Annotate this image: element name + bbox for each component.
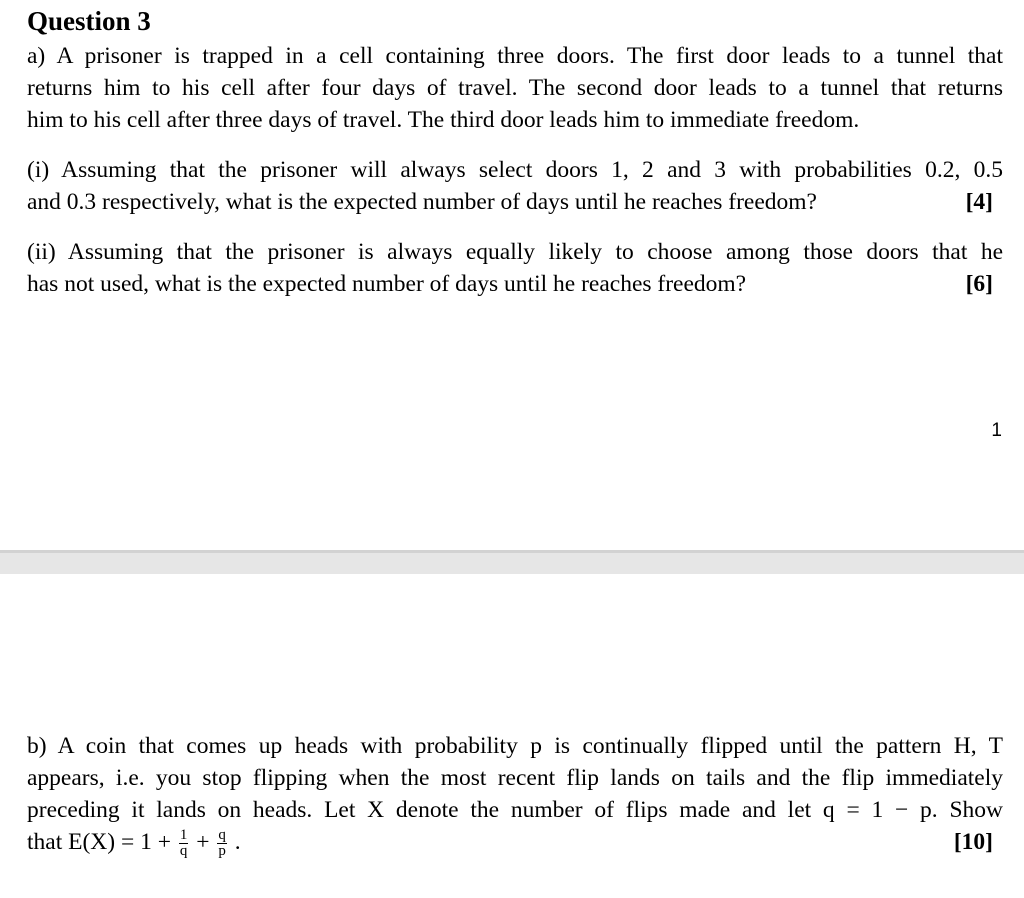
sub-i-line-2-text: and 0.3 respectively, what is the expected number of days until he reaches freedom? <box>27 189 817 215</box>
sub-i-line-2 <box>27 186 1003 218</box>
part-b <box>27 730 1003 859</box>
part-a-subquestion-ii <box>27 236 1003 300</box>
part-a-line-2: returns him to his cell after four days of travel. The second door leads to a tunnel that returns <box>27 75 1003 101</box>
part-b-line-1: b) A coin that comes up heads with probability p is continually flipped until the pattern H, T <box>27 733 1003 759</box>
part-a-line-3: him to his cell after three days of travel. The third door leads him to immediate freedom. <box>27 107 860 133</box>
formula-plus: + <box>196 829 210 855</box>
fraction-2-numerator: q <box>218 827 226 844</box>
part-a-intro <box>27 40 1003 136</box>
part-b-line-3: preceding it lands on heads. Let X denote the number of flips made and let q = 1 − p. Show <box>27 797 1003 823</box>
sub-ii-marks: [6] <box>965 271 993 297</box>
part-a-subquestion-i <box>27 154 1003 218</box>
sub-ii-line-2 <box>27 268 1003 300</box>
sub-i-marks: [4] <box>965 189 993 215</box>
formula-suffix: . <box>234 829 241 855</box>
sub-ii-line-2-text: has not used, what is the expected number of days until he reaches freedom? <box>27 271 747 297</box>
page-number: 1 <box>991 420 1002 441</box>
question-title: Question 3 <box>27 6 151 36</box>
sub-i-line-1: (i) Assuming that the prisoner will always select doors 1, 2 and 3 with probabilities 0.2, 0.5 <box>27 157 1003 183</box>
fraction-1-denominator: q <box>179 843 188 860</box>
fraction-1-numerator: 1 <box>179 827 188 844</box>
sub-ii-line-1: (ii) Assuming that the prisoner is always equally likely to choose among those doors that he <box>27 239 1003 265</box>
part-b-formula <box>27 826 241 859</box>
part-b-line-2: appears, i.e. you stop flipping when the most recent flip lands on tails and the flip immediately <box>27 765 1003 791</box>
part-b-marks: [10] <box>953 829 993 855</box>
fraction-one-over-q <box>179 828 189 859</box>
fraction-q-over-p <box>217 828 227 859</box>
page-break <box>0 550 1024 574</box>
document-page-2 <box>0 574 1024 898</box>
fraction-2-denominator: p <box>218 843 226 860</box>
part-a-line-1: a) A prisoner is trapped in a cell containing three doors. The first door leads to a tunnel that <box>27 43 1003 69</box>
formula-prefix: that E(X) = 1 + <box>27 829 171 855</box>
part-b-line-4 <box>27 826 1003 859</box>
